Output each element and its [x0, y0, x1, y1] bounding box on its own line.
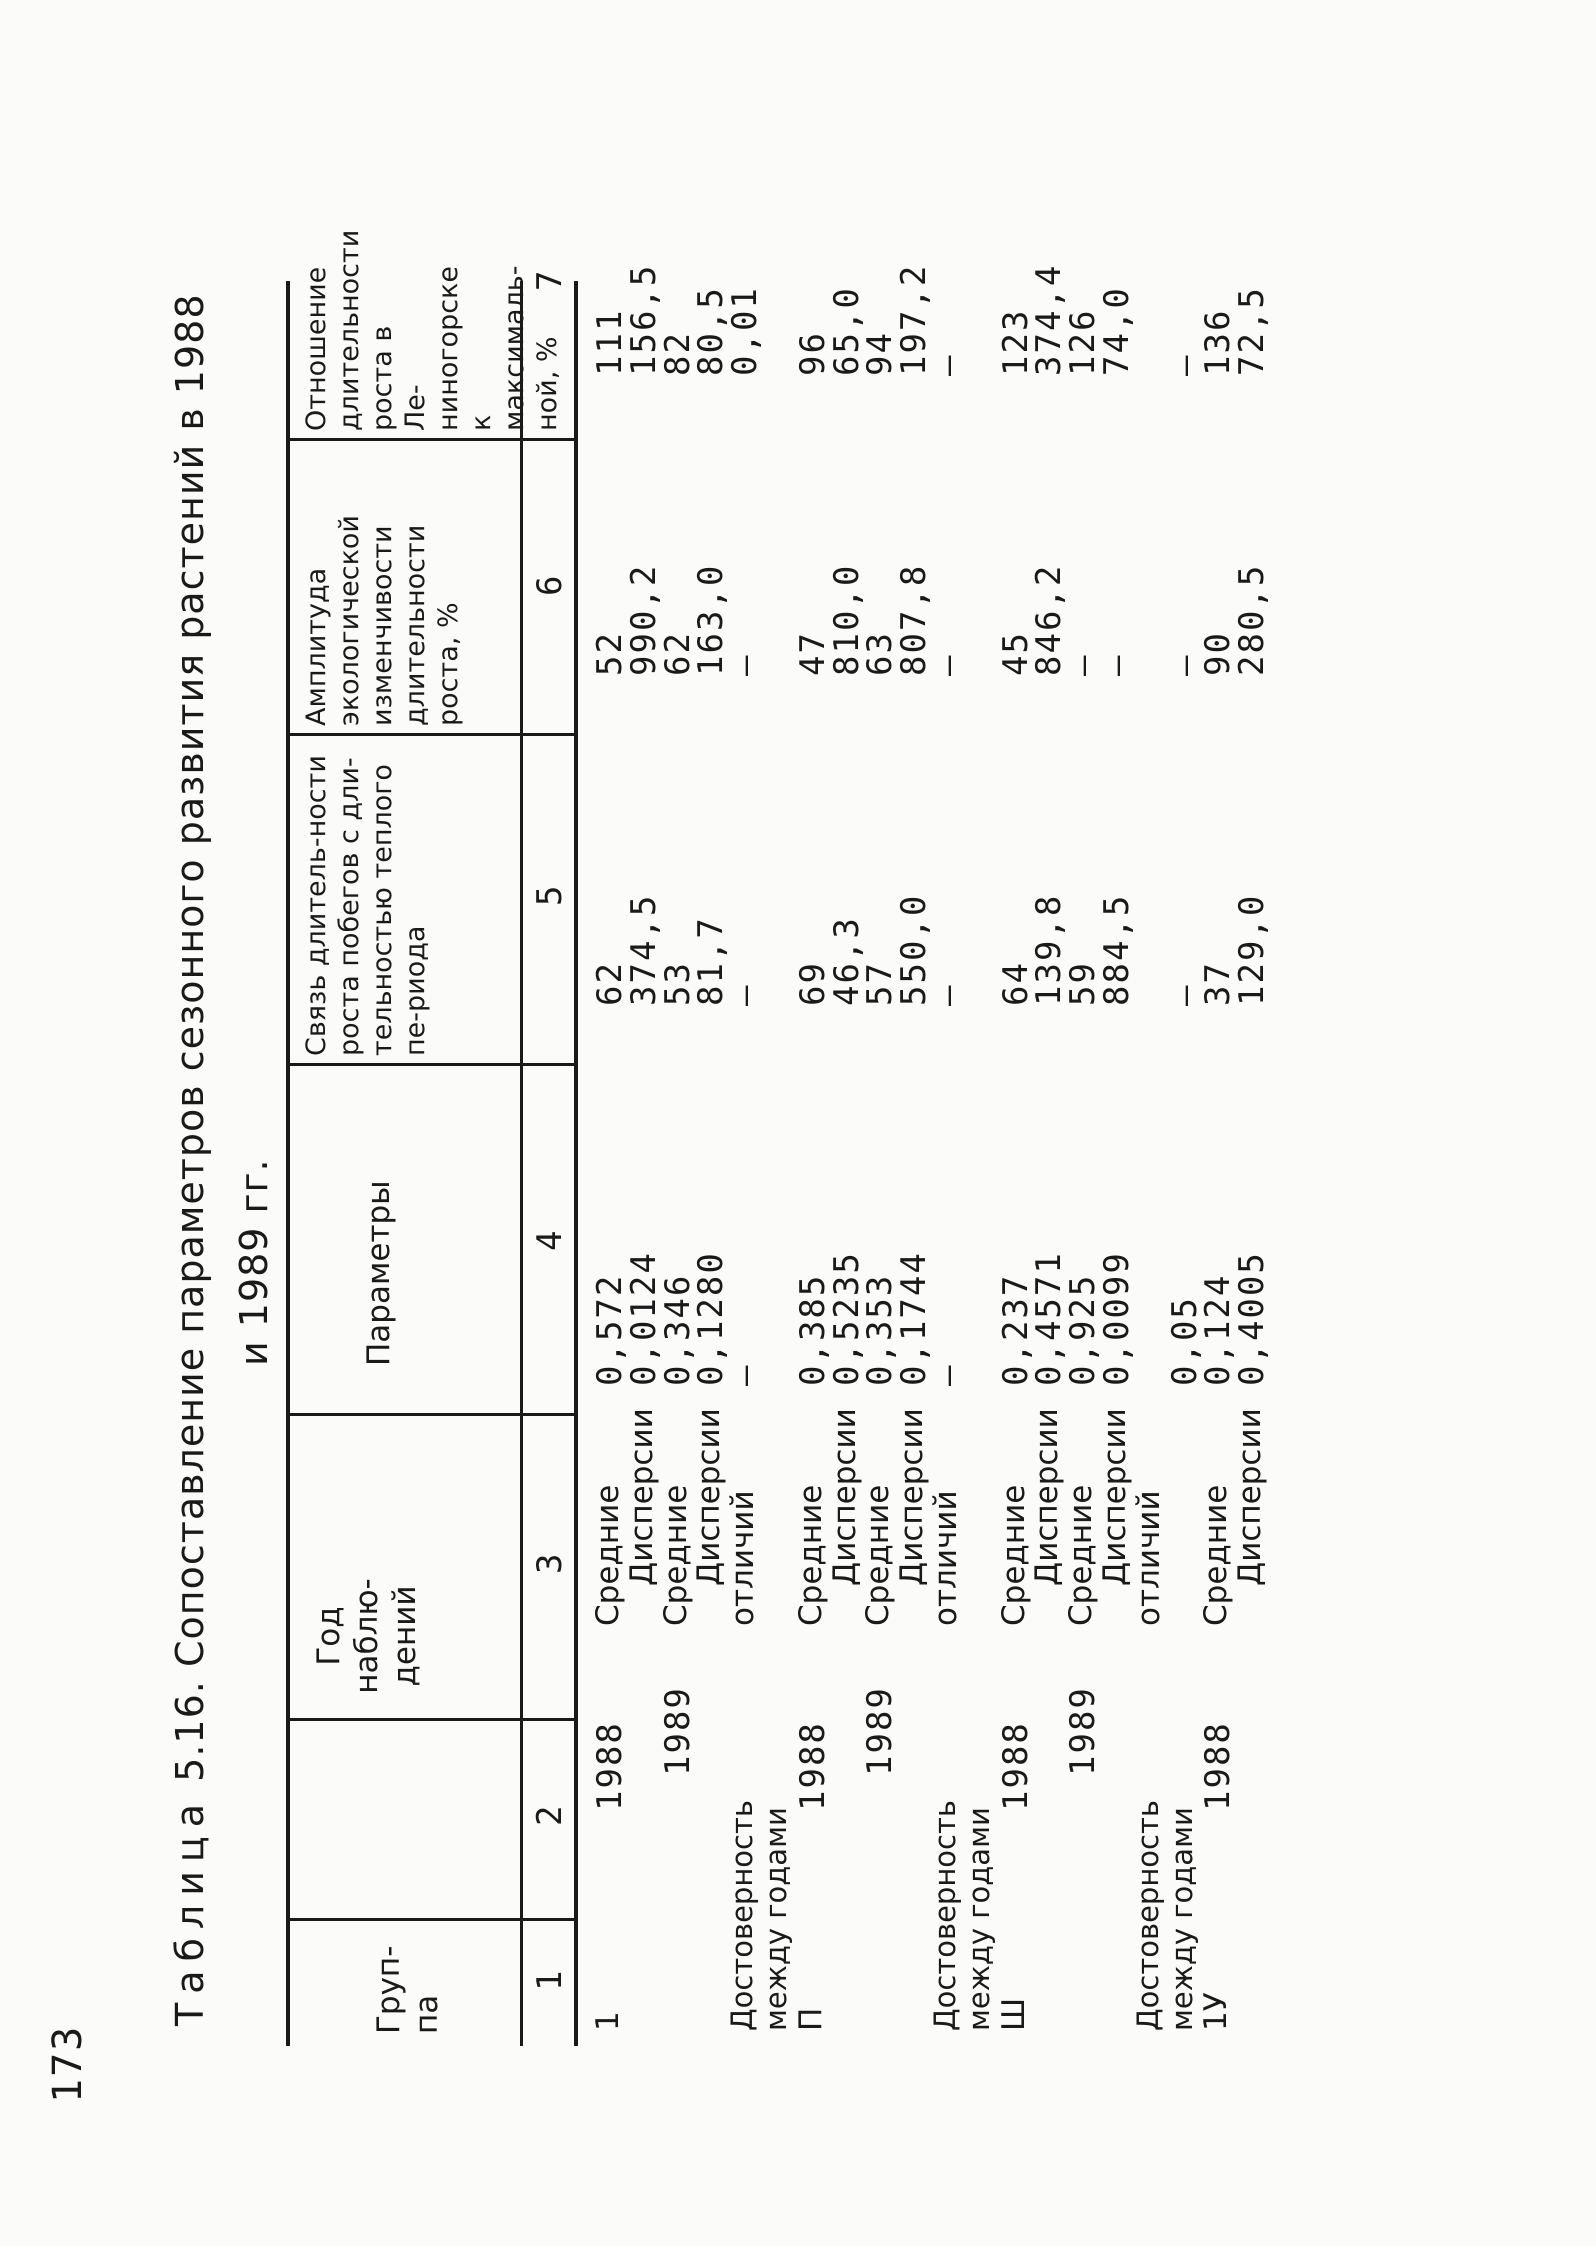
cell-col7: 126: [1063, 308, 1104, 376]
cell-year: 1988: [590, 1721, 630, 1811]
cell-col5: 53: [657, 961, 698, 1006]
cell-col7: –: [1164, 353, 1205, 376]
cell-col4: –: [725, 1363, 766, 1386]
column-number-1: 1: [530, 1970, 570, 1991]
cell-col6: 163,0: [691, 563, 732, 676]
cell-col6: –: [1164, 653, 1205, 676]
header-col6: Отношение длительности роста в Ле-ниногорске к максималь-ной, %: [301, 229, 563, 431]
header-col5: Амплитуда экологической изменчивости длительности роста, %: [301, 515, 464, 726]
cell-col4: 0,1744: [894, 1251, 935, 1386]
cell-year: 1988: [1198, 1721, 1239, 1811]
cell-col4: 0,572: [590, 1273, 630, 1386]
cell-group: между годами: [961, 1807, 996, 2031]
cell-col4: 0,925: [1063, 1273, 1104, 1386]
cell-col5: 884,5: [1097, 893, 1137, 1006]
cell-col6: 62: [657, 631, 698, 676]
cell-parameter: Средние: [792, 1484, 829, 1626]
cell-year: 1989: [657, 1686, 698, 1776]
cell-col4: 0,4571: [1029, 1251, 1070, 1386]
cell-year: 1988: [995, 1721, 1036, 1811]
cell-col7: 374,4: [1029, 263, 1070, 376]
cell-year: 1989: [860, 1686, 901, 1776]
cell-col7: 197,2: [894, 263, 935, 376]
cell-group: 1: [590, 2011, 626, 2031]
header-year: Год наблю-дений: [311, 1578, 423, 1694]
cell-parameter: Дисперсии: [1097, 1408, 1133, 1586]
cell-col5: 46,3: [826, 916, 867, 1006]
cell-col5: 374,5: [623, 893, 664, 1006]
cell-col7: 72,5: [1232, 286, 1273, 376]
cell-parameter: отличий: [725, 1490, 762, 1626]
cell-group: П: [792, 2007, 829, 2031]
cell-col5: 59: [1063, 961, 1104, 1006]
cell-col6: 846,2: [1029, 563, 1070, 676]
cell-parameter: Дисперсии: [691, 1408, 728, 1586]
cell-parameter: Дисперсии: [1232, 1408, 1269, 1586]
cell-col6: 807,8: [894, 563, 935, 676]
page-number: 173: [45, 2024, 91, 2103]
cell-group: Достоверность: [928, 1800, 962, 2031]
cell-group: между годами: [1164, 1807, 1199, 2031]
cell-year: 1988: [792, 1721, 833, 1811]
cell-col5: 81,7: [691, 916, 732, 1006]
cell-group: Достоверность: [1130, 1800, 1165, 2031]
caption-title-line1: 5.16. Сопоставление параметров сезонного развития растений в 1988: [168, 293, 212, 1782]
cell-col5: 62: [590, 961, 630, 1006]
cell-group: 1У: [1198, 1992, 1235, 2031]
cell-col6: –: [1063, 653, 1104, 676]
col-sep-3: [286, 1413, 576, 1416]
cell-col4: –: [928, 1363, 968, 1386]
cell-col5: 550,0: [894, 893, 935, 1006]
cell-col7: 82: [657, 331, 698, 376]
cell-col5: 139,8: [1029, 893, 1070, 1006]
cell-parameter: Дисперсии: [1029, 1408, 1066, 1586]
cell-parameter: Средние: [657, 1484, 694, 1626]
cell-group: Достоверность: [725, 1800, 760, 2031]
cell-col4: 0,353: [860, 1273, 901, 1386]
cell-col6: 47: [792, 631, 833, 676]
cell-col7: 156,5: [623, 263, 664, 376]
cell-col6: –: [928, 653, 968, 676]
cell-parameter: Средние: [590, 1484, 626, 1626]
cell-parameter: Дисперсии: [826, 1408, 863, 1586]
cell-col6: 52: [590, 631, 630, 676]
cell-col4: 0,346: [657, 1273, 698, 1386]
cell-col7: 136: [1198, 308, 1239, 376]
cell-col6: 990,2: [623, 563, 664, 676]
cell-col4: 0,124: [1198, 1273, 1239, 1386]
cell-col7: 123: [995, 308, 1036, 376]
cell-col5: 69: [792, 961, 833, 1006]
cell-parameter: Дисперсии: [623, 1408, 660, 1586]
cell-col5: 129,0: [1232, 893, 1273, 1006]
cell-col4: 0,05: [1164, 1296, 1205, 1386]
cell-col4: 0,385: [792, 1273, 833, 1386]
cell-parameter: Средние: [995, 1484, 1032, 1626]
cell-col4: 0,4005: [1232, 1251, 1273, 1386]
column-number-7: 7: [530, 270, 570, 291]
header-group: Груп-па: [371, 1945, 445, 2034]
caption-prefix: Таблица: [168, 1794, 212, 2026]
cell-col5: 57: [860, 961, 901, 1006]
header-parameters: Параметры: [361, 1180, 397, 1366]
cell-col5: 64: [995, 961, 1036, 1006]
cell-col4: 0,0099: [1097, 1251, 1137, 1386]
cell-parameter: Дисперсии: [894, 1408, 931, 1586]
column-number-4: 4: [530, 1230, 570, 1251]
table-caption: [168, 293, 212, 2026]
cell-col7: 80,5: [691, 286, 732, 376]
cell-parameter: отличий: [928, 1490, 964, 1626]
cell-col7: 111: [590, 308, 630, 376]
cell-parameter: Средние: [1063, 1484, 1100, 1626]
cell-parameter: отличий: [1130, 1490, 1167, 1626]
cell-col5: –: [928, 983, 968, 1006]
col-sep-1: [286, 1918, 576, 1921]
column-number-6: 6: [530, 575, 570, 596]
header-col4: Связь длитель-ности роста побегов с дли-тельностью теплого пе-риода: [301, 755, 431, 1056]
col-sep-4: [286, 1063, 576, 1066]
cell-col5: 37: [1198, 961, 1239, 1006]
cell-group: Ш: [995, 1997, 1032, 2031]
cell-col6: 45: [995, 631, 1036, 676]
cell-group: между годами: [759, 1807, 793, 2031]
cell-col7: 65,0: [826, 286, 867, 376]
cell-col4: 0,0124: [623, 1251, 664, 1386]
cell-col7: 74,0: [1097, 286, 1137, 376]
cell-col4: 0,5235: [826, 1251, 867, 1386]
column-number-5: 5: [530, 885, 570, 906]
header-bottom-rule: [574, 281, 578, 2046]
cell-col6: 280,5: [1232, 563, 1273, 676]
cell-col4: 0,237: [995, 1273, 1036, 1386]
cell-col5: –: [1164, 983, 1205, 1006]
cell-col6: 63: [860, 631, 901, 676]
column-number-2: 2: [530, 1805, 570, 1826]
cell-col7: –: [928, 353, 968, 376]
caption-title-line2: и 1989 гг.: [232, 1158, 276, 1366]
cell-col6: –: [725, 653, 766, 676]
column-numbers-top-rule: [520, 281, 523, 2046]
cell-col6: 90: [1198, 631, 1239, 676]
cell-year: 1989: [1063, 1686, 1104, 1776]
column-number-3: 3: [530, 1553, 570, 1574]
cell-col6: –: [1097, 653, 1137, 676]
cell-col4: 0,1280: [691, 1251, 732, 1386]
cell-parameter: Средние: [1198, 1484, 1235, 1626]
cell-parameter: Средние: [860, 1484, 897, 1626]
col-sep-2: [286, 1718, 576, 1721]
cell-col7: 0,01: [725, 286, 766, 376]
cell-col5: –: [725, 983, 766, 1006]
cell-col6: 810,0: [826, 563, 867, 676]
col-sep-5: [286, 733, 576, 736]
cell-col7: 94: [860, 331, 901, 376]
cell-col7: 96: [792, 331, 833, 376]
table-top-rule: [286, 281, 290, 2046]
